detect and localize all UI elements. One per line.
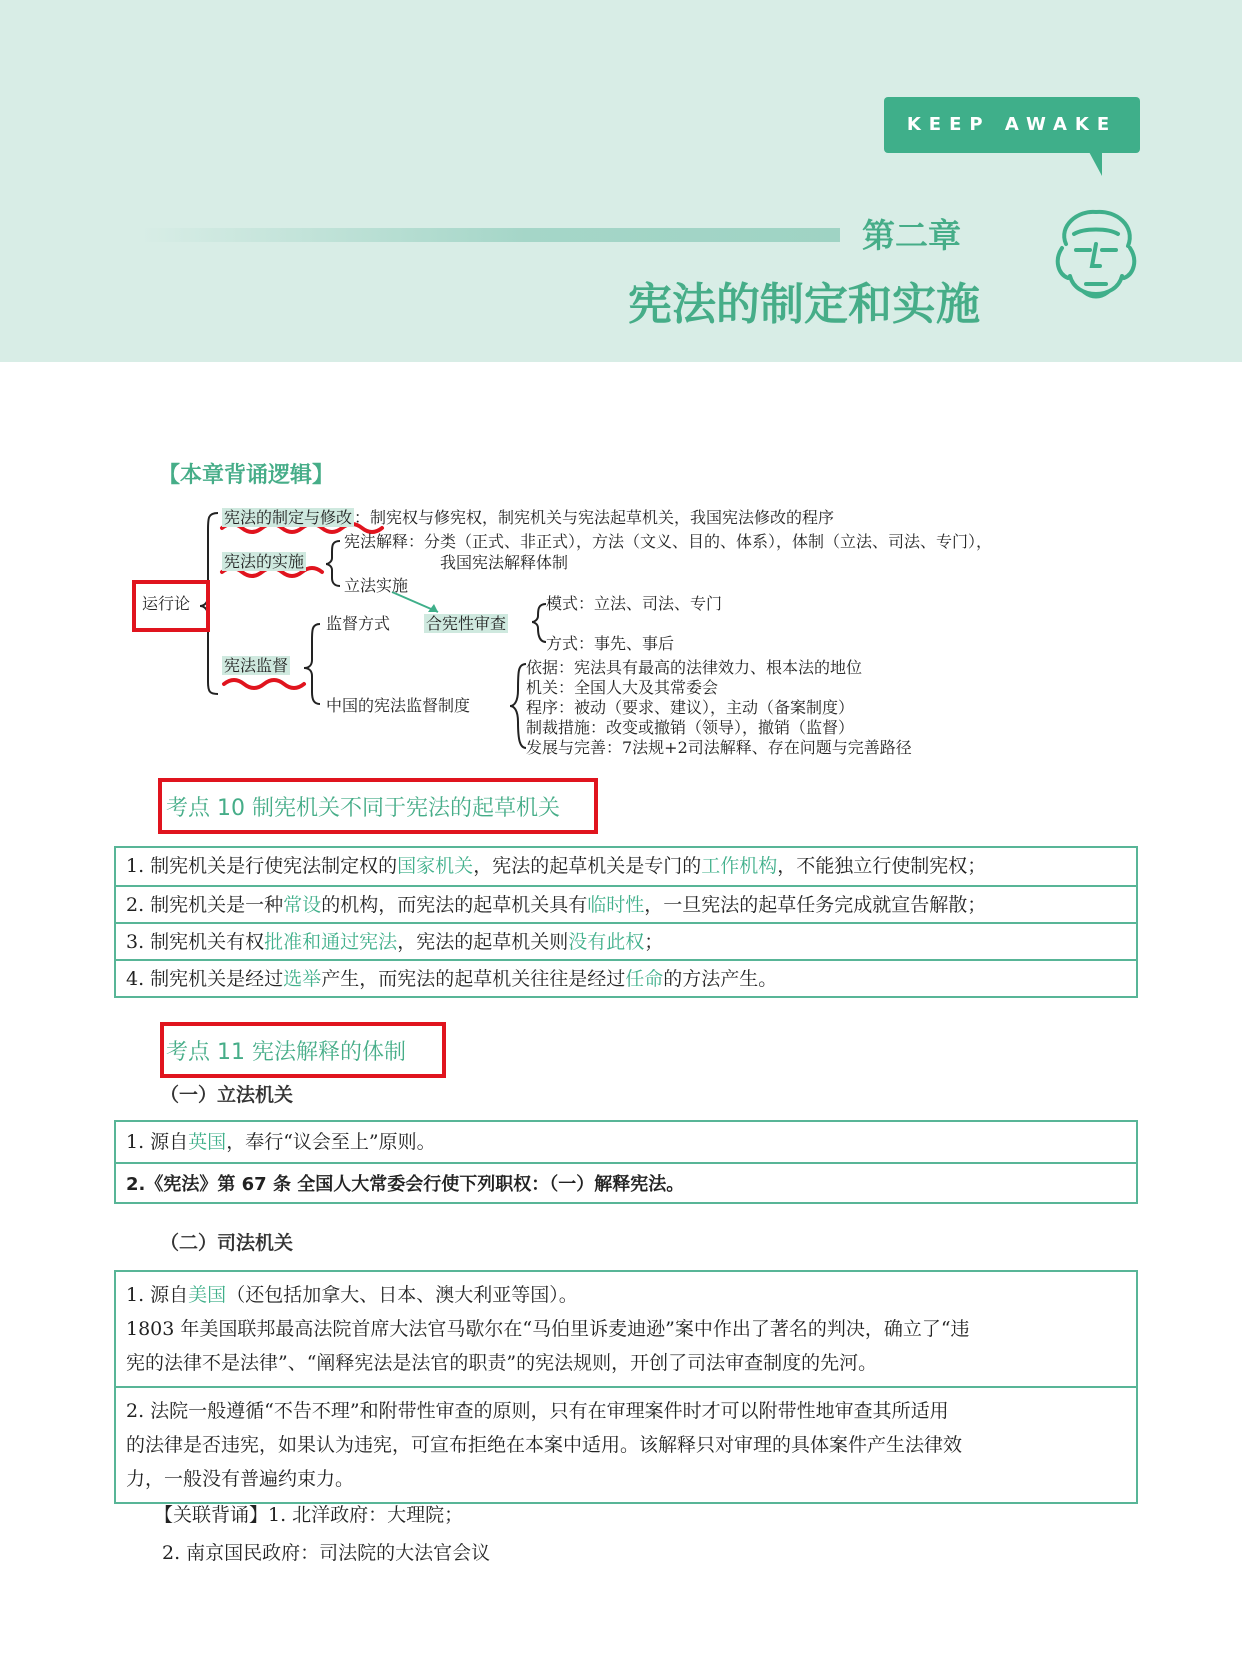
constitutional-review-label: 合宪性审查 bbox=[426, 614, 507, 633]
subheading-judicial: （二）司法机关 bbox=[160, 1232, 294, 1254]
china-item: 机关：全国人大及其常委会 bbox=[526, 678, 719, 697]
kp10-table bbox=[114, 846, 1138, 998]
branch-making bbox=[222, 508, 834, 528]
thinker-face-icon bbox=[1048, 204, 1144, 316]
table-row: 2. 制宪机关是一种常设的机构，而宪法的起草机关具有临时性，一旦宪法的起草任务完成就宣告解散； bbox=[116, 885, 1136, 922]
subheading-legislative: （一）立法机关 bbox=[160, 1084, 294, 1106]
table-row: 4. 制宪机关是经过选举产生，而宪法的起草机关往往是经过任命的方法产生。 bbox=[116, 959, 1136, 996]
interp-line-2: 我国宪法解释体制 bbox=[440, 553, 569, 572]
branch-implementation bbox=[222, 552, 306, 572]
table-row: 2. 法院一般遵循“不告不理”和附带性审查的原则，只有在审理案件时才可以附带性地审查其所适用 的法律是否违宪，如果认为违宪，可宣布拒绝在本案中适用。该解释只对审理的具体案件产生法律效 力，一般没有普遍约束力。 bbox=[116, 1386, 1136, 1502]
chapter-title: 宪法的制定和实施 bbox=[628, 279, 980, 330]
china-supervision-system: 中国的宪法监督制度 bbox=[326, 696, 471, 715]
table-row: 2.《宪法》第 67 条 全国人大常委会行使下列职权：（一）解释宪法。 bbox=[116, 1162, 1136, 1202]
china-item: 程序：被动（要求、建议），主动（备案制度） bbox=[526, 698, 855, 717]
branch-supervision bbox=[222, 656, 290, 676]
branch-making-text: ：制宪权与修宪权，制宪机关与宪法起草机关，我国宪法修改的程序 bbox=[354, 508, 835, 527]
branch-implementation-label: 宪法的实施 bbox=[224, 552, 305, 571]
review-way: 方式：事先、事后 bbox=[546, 634, 675, 653]
china-item: 发展与完善：7法规+2司法解释、存在问题与完善路径 bbox=[526, 738, 912, 757]
related-recitation-2: 2. 南京国民政府：司法院的大法官会议 bbox=[162, 1542, 491, 1564]
branch-supervision-label: 宪法监督 bbox=[224, 656, 289, 675]
mindmap-root: 运行论 bbox=[142, 594, 191, 613]
branch-making-label: 宪法的制定与修改 bbox=[224, 508, 353, 527]
review-model: 模式：立法、司法、专门 bbox=[546, 594, 723, 613]
table-row: 1. 制宪机关是行使宪法制定权的国家机关，宪法的起草机关是专门的工作机构，不能独立行使制宪权； bbox=[126, 855, 987, 877]
logic-heading: 【本章背诵逻辑】 bbox=[158, 463, 335, 488]
legislative-implementation: 立法实施 bbox=[344, 576, 409, 595]
supervision-mode: 监督方式 bbox=[326, 614, 391, 633]
keep-awake-badge: KEEP AWAKE bbox=[884, 97, 1140, 153]
header-decor-bar bbox=[140, 228, 840, 242]
badge-tail bbox=[1088, 150, 1102, 176]
chapter-number: 第二章 bbox=[862, 216, 961, 255]
china-item: 制裁措施：改变或撤销（领导），撤销（监督） bbox=[526, 718, 855, 737]
table-row: 1. 源自英国，奉行“议会至上”原则。 bbox=[126, 1131, 436, 1153]
related-recitation-1: 【关联背诵】1. 北洋政府：大理院； bbox=[154, 1504, 464, 1526]
kp11-title: 考点 11 宪法解释的体制 bbox=[166, 1040, 406, 1065]
interp-line-1: 宪法解释：分类（正式、非正式），方法（文义、目的、体系），体制（立法、司法、专门）， bbox=[344, 532, 993, 551]
judicial-table bbox=[114, 1270, 1138, 1504]
table-row: 1. 源自美国（还包括加拿大、日本、澳大利亚等国）。 1803 年美国联邦最高法院首席大法官马歇尔在“马伯里诉麦迪逊”案中作出了著名的判决，确立了“违 宪的法律不是法律”、“阐释宪法是法官的职责”的宪法规则，开创了司法审查制度的先河。 bbox=[126, 1284, 970, 1374]
table-row: 3. 制宪机关有权批准和通过宪法，宪法的起草机关则没有此权； bbox=[116, 922, 1136, 959]
constitutional-review bbox=[424, 614, 508, 634]
china-item: 依据：宪法具有最高的法律效力、根本法的地位 bbox=[526, 658, 863, 677]
legislative-table bbox=[114, 1120, 1138, 1204]
kp10-title: 考点 10 制宪机关不同于宪法的起草机关 bbox=[166, 796, 560, 821]
